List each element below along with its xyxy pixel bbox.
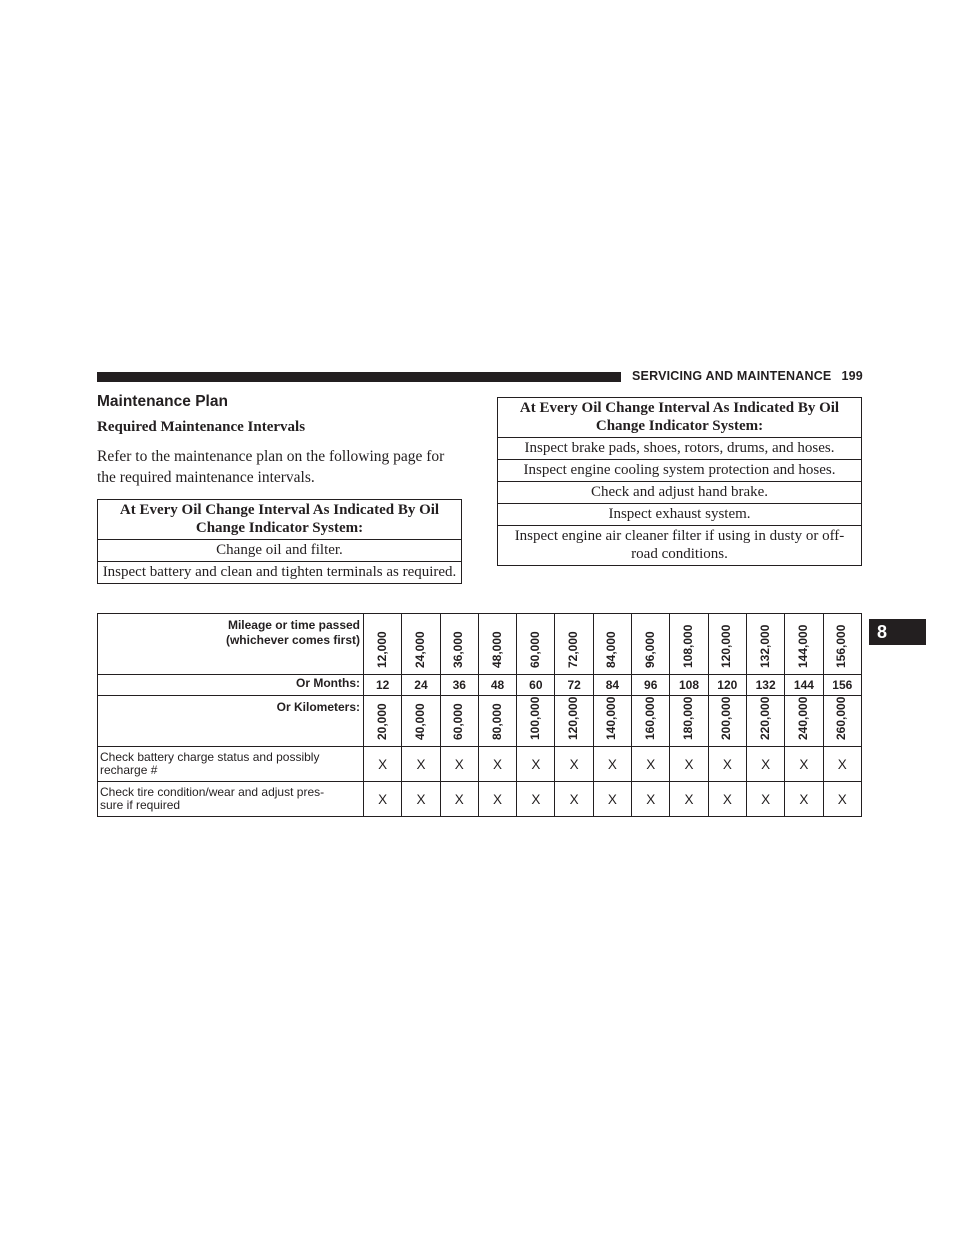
service-mark: X — [708, 747, 746, 782]
oil-change-box-left — [97, 499, 462, 584]
service-mark: X — [785, 747, 823, 782]
kilometers-cell: 220,000 — [746, 696, 784, 747]
kilometers-cell: 180,000 — [670, 696, 708, 747]
box-item: Inspect engine air cleaner filter if using in dusty or off-road conditions. — [498, 526, 862, 566]
section-heading: Maintenance Plan — [97, 393, 228, 410]
mileage-cell: 96,000 — [632, 614, 670, 675]
box-item: Inspect brake pads, shoes, rotors, drums, and hoses. — [498, 438, 862, 460]
service-row-tire — [98, 782, 862, 817]
mileage-cell: 132,000 — [746, 614, 784, 675]
kilometers-row — [98, 696, 862, 747]
service-mark: X — [402, 782, 440, 817]
mileage-cell: 120,000 — [708, 614, 746, 675]
months-cell: 12 — [364, 675, 402, 696]
mileage-cell: 84,000 — [593, 614, 631, 675]
months-cell: 24 — [402, 675, 440, 696]
service-mark: X — [364, 747, 402, 782]
service-label: Check tire condition/wear and adjust pres- sure if required — [98, 782, 364, 817]
kilometers-cell: 120,000 — [555, 696, 593, 747]
page-number: 199 — [841, 369, 863, 383]
service-mark: X — [402, 747, 440, 782]
service-mark: X — [555, 782, 593, 817]
months-label: Or Months: — [98, 675, 364, 696]
service-mark: X — [670, 747, 708, 782]
service-mark: X — [785, 782, 823, 817]
kilometers-cell: 200,000 — [708, 696, 746, 747]
maintenance-schedule-table — [97, 613, 862, 817]
mileage-row — [98, 614, 862, 675]
months-cell: 132 — [746, 675, 784, 696]
kilometers-cell: 240,000 — [785, 696, 823, 747]
kilometers-cell: 80,000 — [478, 696, 516, 747]
mileage-cell: 60,000 — [517, 614, 555, 675]
service-label: Check battery charge status and possibly recharge # — [98, 747, 364, 782]
mileage-cell: 36,000 — [440, 614, 478, 675]
months-cell: 144 — [785, 675, 823, 696]
service-mark: X — [517, 782, 555, 817]
months-cell: 108 — [670, 675, 708, 696]
kilometers-cell: 260,000 — [823, 696, 861, 747]
running-header — [632, 369, 863, 383]
service-mark: X — [440, 782, 478, 817]
box-item: Change oil and filter. — [98, 540, 462, 562]
service-mark: X — [440, 747, 478, 782]
service-mark: X — [632, 747, 670, 782]
service-mark: X — [478, 747, 516, 782]
oil-change-box-right — [497, 397, 862, 566]
service-row-battery — [98, 747, 862, 782]
box-item: Inspect battery and clean and tighten terminals as required. — [98, 562, 462, 584]
kilometers-cell: 140,000 — [593, 696, 631, 747]
kilometers-cell: 160,000 — [632, 696, 670, 747]
service-mark: X — [478, 782, 516, 817]
service-mark: X — [517, 747, 555, 782]
intro-paragraph: Refer to the maintenance plan on the following page for the required maintenance intervals. — [97, 448, 445, 486]
subsection-heading: Required Maintenance Intervals — [97, 419, 306, 435]
box-item: Inspect exhaust system. — [498, 504, 862, 526]
section-title: SERVICING AND MAINTENANCE — [632, 369, 832, 383]
months-cell: 60 — [517, 675, 555, 696]
service-mark: X — [823, 747, 861, 782]
months-cell: 120 — [708, 675, 746, 696]
mileage-cell: 156,000 — [823, 614, 861, 675]
kilometers-cell: 100,000 — [517, 696, 555, 747]
months-cell: 72 — [555, 675, 593, 696]
service-mark: X — [823, 782, 861, 817]
months-cell: 36 — [440, 675, 478, 696]
chapter-tab: 8 — [869, 619, 926, 645]
box-header: At Every Oil Change Interval As Indicated By Oil Change Indicator System: — [98, 500, 462, 540]
mileage-cell: 48,000 — [478, 614, 516, 675]
kilometers-label: Or Kilometers: — [98, 696, 364, 747]
service-mark: X — [593, 782, 631, 817]
service-mark: X — [746, 782, 784, 817]
months-cell: 48 — [478, 675, 516, 696]
service-mark: X — [364, 782, 402, 817]
months-row — [98, 675, 862, 696]
service-mark: X — [555, 747, 593, 782]
kilometers-cell: 60,000 — [440, 696, 478, 747]
months-cell: 156 — [823, 675, 861, 696]
box-item: Check and adjust hand brake. — [498, 482, 862, 504]
months-cell: 84 — [593, 675, 631, 696]
mileage-cell: 12,000 — [364, 614, 402, 675]
service-mark: X — [593, 747, 631, 782]
kilometers-cell: 20,000 — [364, 696, 402, 747]
mileage-cell: 108,000 — [670, 614, 708, 675]
service-mark: X — [632, 782, 670, 817]
header-rule — [97, 372, 621, 382]
mileage-cell: 72,000 — [555, 614, 593, 675]
service-mark: X — [708, 782, 746, 817]
box-header: At Every Oil Change Interval As Indicated By Oil Change Indicator System: — [498, 398, 862, 438]
mileage-cell: 144,000 — [785, 614, 823, 675]
mileage-label: Mileage or time passed (whichever comes first) — [98, 614, 364, 675]
months-cell: 96 — [632, 675, 670, 696]
mileage-cell: 24,000 — [402, 614, 440, 675]
kilometers-cell: 40,000 — [402, 696, 440, 747]
service-mark: X — [746, 747, 784, 782]
service-mark: X — [670, 782, 708, 817]
box-item: Inspect engine cooling system protection and hoses. — [498, 460, 862, 482]
